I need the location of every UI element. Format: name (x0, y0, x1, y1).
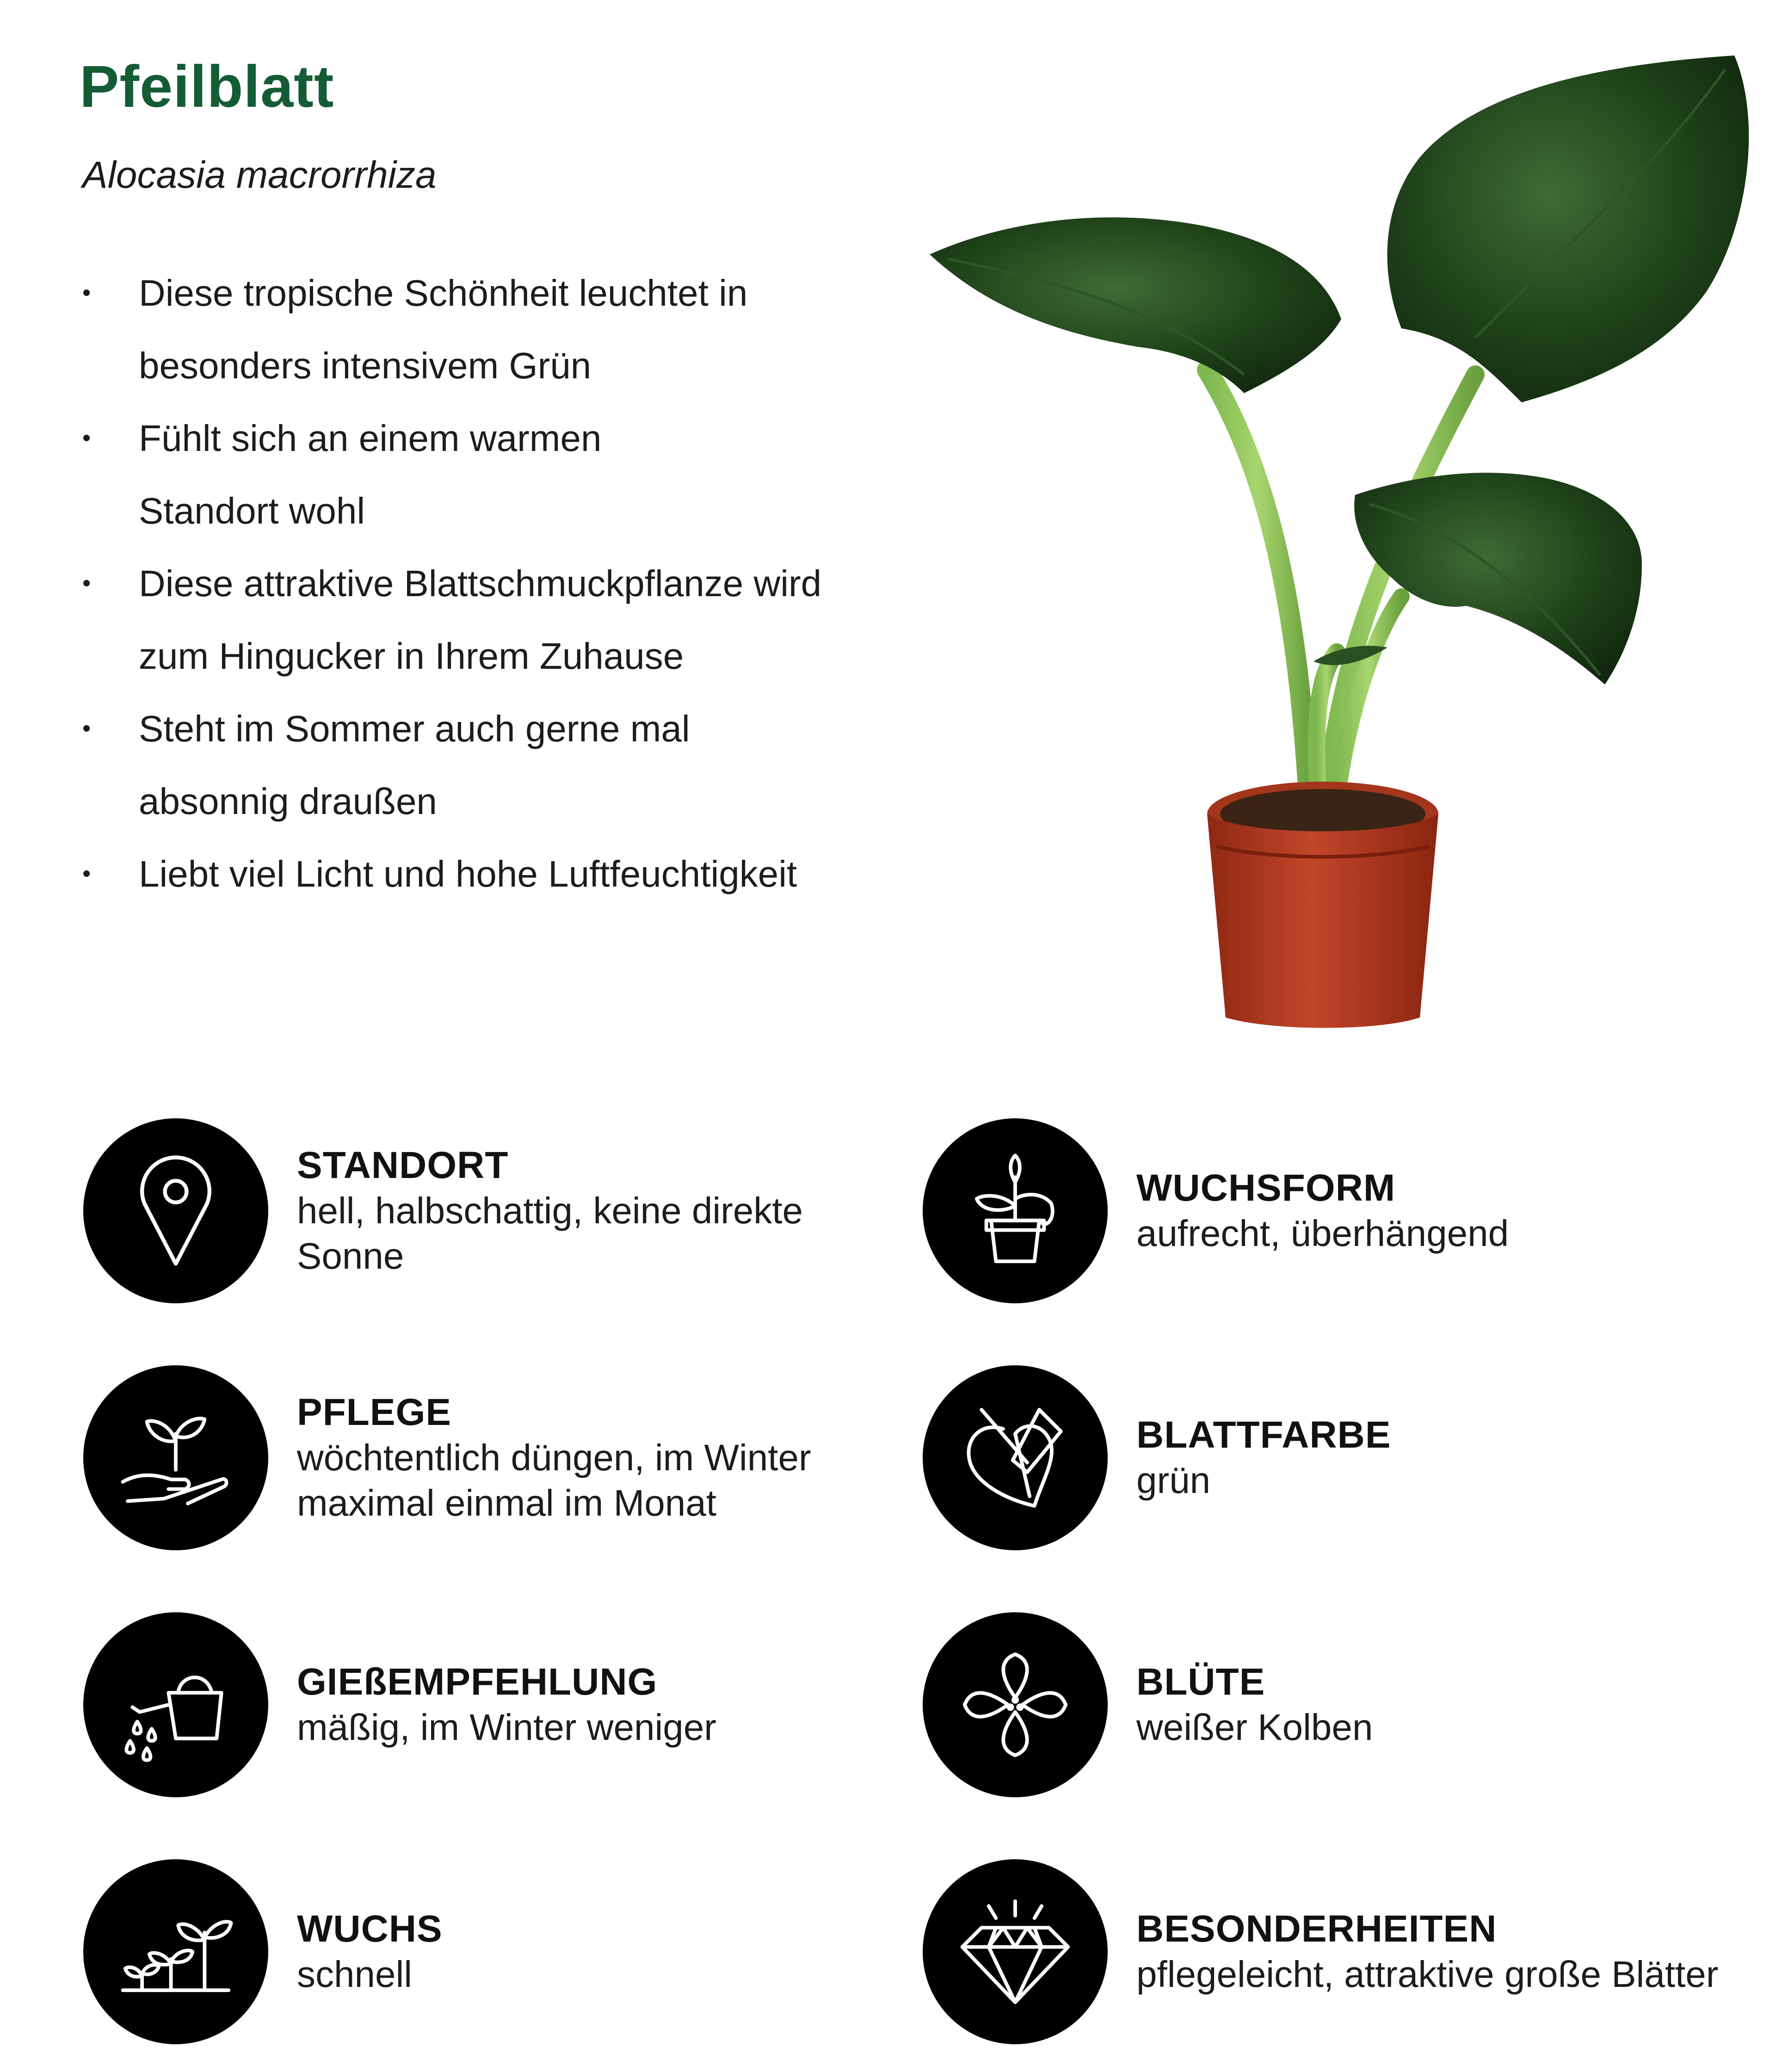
bullet-item (80, 547, 894, 620)
feature-label: WUCHS (297, 1908, 443, 1950)
feature-giessen (83, 1612, 716, 1797)
map-pin-icon (83, 1118, 268, 1303)
feature-label: BLÜTE (1136, 1661, 1265, 1703)
bullet-item (80, 838, 894, 910)
feature-value: wöchtentlich düngen, im Winter (297, 1437, 811, 1478)
feature-wuchs (83, 1859, 443, 2044)
bullet-text: Steht im Sommer auch gerne mal (139, 708, 690, 749)
flower-icon (923, 1612, 1108, 1797)
bullet-dot-icon: • (82, 279, 91, 306)
bullet-item-continuation (80, 765, 894, 838)
feature-value: grün (1136, 1460, 1211, 1501)
bullet-text: Standort wohl (139, 490, 365, 531)
potted-plant-icon (923, 1118, 1108, 1303)
bullet-item (80, 402, 894, 475)
feature-bullet-list (80, 257, 894, 910)
feature-value: mäßig, im Winter weniger (297, 1707, 716, 1748)
bullet-text: besonders intensivem Grün (139, 345, 592, 386)
bullet-text: Diese attraktive Blattschmuckpflanze wird (139, 563, 822, 604)
bullet-item-continuation (80, 620, 894, 692)
bullet-dot-icon: • (82, 425, 91, 451)
feature-pflege (83, 1365, 811, 1550)
bullet-text: Fühlt sich an einem warmen (139, 418, 602, 459)
bullet-text: zum Hingucker in Ihrem Zuhause (139, 635, 684, 677)
feature-value: maximal einmal im Monat (297, 1482, 716, 1523)
feature-label: WUCHSFORM (1136, 1167, 1396, 1209)
feature-label: PFLEGE (297, 1391, 452, 1433)
feature-label: BLATTFARBE (1136, 1414, 1391, 1456)
plant-image (920, 51, 1753, 1036)
bullet-text: Diese tropische Schönheit leuchtet in (139, 272, 748, 314)
feature-value: weißer Kolben (1136, 1707, 1373, 1748)
feature-value: schnell (297, 1954, 413, 1995)
feature-bluete (923, 1612, 1373, 1797)
feature-wuchsform (923, 1118, 1509, 1303)
feature-label: GIEßEMPFEHLUNG (297, 1661, 658, 1703)
feature-label: STANDORT (297, 1144, 509, 1186)
feature-label: BESONDERHEITEN (1136, 1908, 1497, 1950)
bullet-item (80, 257, 894, 329)
product-title: Pfeilblatt (80, 54, 334, 120)
bullet-dot-icon: • (82, 715, 91, 742)
feature-blattfarbe (923, 1365, 1391, 1550)
bullet-item (80, 692, 894, 765)
bullet-dot-icon: • (82, 570, 91, 597)
feature-value: hell, halbschattig, keine direkte (297, 1190, 803, 1231)
leaf-brush-icon (923, 1365, 1108, 1550)
bullet-item-continuation (80, 475, 894, 547)
feature-value: aufrecht, überhängend (1136, 1213, 1509, 1254)
feature-standort (83, 1118, 803, 1303)
bullet-dot-icon: • (82, 860, 91, 887)
diamond-icon (923, 1859, 1108, 2044)
feature-value: Sonne (297, 1235, 404, 1276)
feature-besonderheiten (923, 1859, 1718, 2044)
feature-value: pflegeleicht, attraktive große Blätter (1136, 1954, 1719, 1995)
seedlings-icon (83, 1859, 268, 2044)
bullet-text: absonnig draußen (139, 781, 437, 822)
botanical-name: Alocasia macrorrhiza (82, 154, 437, 196)
hand-seedling-icon (83, 1365, 268, 1550)
bullet-text: Liebt viel Licht und hohe Luftfeuchtigkeit (139, 853, 797, 894)
watering-can-icon (83, 1612, 268, 1797)
bullet-item-continuation (80, 329, 894, 402)
